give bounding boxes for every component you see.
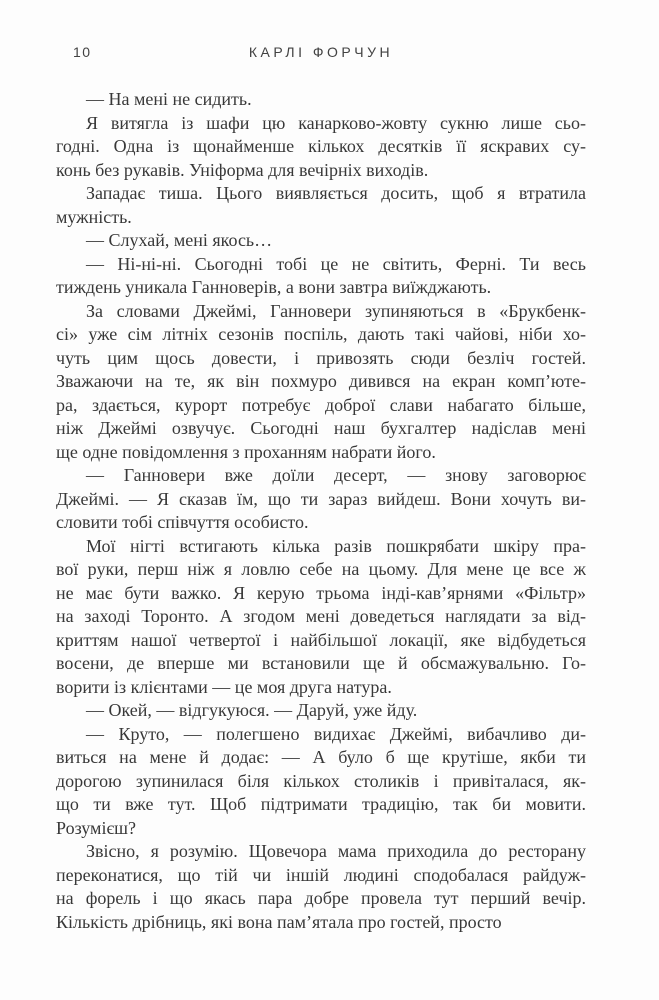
text-line: — Ганновери вже доїли десерт, — знову заговорює — [86, 465, 586, 485]
text-line: Розумієш? — [56, 817, 137, 838]
text-line: словити тобі співчуття особисто. — [56, 512, 309, 532]
text-line: — На мені не сидить. — [86, 89, 252, 109]
text-line: За словами Джеймі, Ганновери зупиняються в «Брукбенк- — [86, 300, 586, 321]
text-line: — Круто, — полегшено видихає Джеймі, вибачливо ди- — [86, 723, 586, 744]
text-line: — Слухай, мені якось… — [86, 230, 273, 250]
text-line: годні. Одна із щонайменше кількох десятків її яскравих су- — [56, 136, 586, 156]
running-head: КАРЛІ ФОРЧУН — [248, 44, 394, 60]
text-line: — Ні-ні-ні. Сьогодні тобі це не світить, Ферні. Ти весь — [86, 253, 586, 274]
page-header — [56, 44, 586, 62]
text-line: конь без рукавів. Уніформа для вечірніх виходів. — [56, 159, 429, 180]
text-line: вої руки, перш ніж я ловлю себе на цьому. Для мене це все ж — [56, 559, 586, 579]
text-line: ра, здається, курорт потребує доброї слави набагато більше, — [56, 394, 586, 415]
text-line: Кількість дрібниць, які вона пам’ятала про гостей, просто — [56, 911, 502, 932]
page-number: 10 — [73, 44, 92, 60]
text-line: восени, де вперше ми встановили ще й обсмажувальню. Го- — [56, 653, 586, 673]
text-line: мужність. — [56, 206, 132, 227]
text-line: Джеймі. — Я сказав їм, що ти зараз вийдеш. Вони хочуть ви- — [56, 488, 586, 509]
body-text — [56, 88, 586, 934]
text-line: ворити із клієнтами — це моя друга натура. — [56, 676, 392, 697]
text-line: Мої нігті встигають кілька разів пошкрябати шкіру пра- — [86, 535, 586, 556]
text-line: на заході Торонто. А згодом мені доведеться наглядати за від- — [56, 606, 586, 626]
text-line: криттям нашої четвертої і найбільшої локації, яке відбудеться — [56, 629, 586, 650]
text-line: сі» уже сім літніх сезонів поспіль, дають такі чайові, ніби хо- — [56, 324, 586, 344]
text-line: не має бути важко. Я керую трьома інді-кав’ярнями «Фільтр» — [56, 582, 586, 603]
text-line: тиждень уникала Ганноверів, а вони завтра виїжджають. — [56, 277, 492, 297]
text-line: виться на мене й додає: — А було б ще крутіше, якби ти — [56, 747, 586, 767]
text-line: Я витягла із шафи цю канарково-жовту сукню лише сьо- — [86, 112, 586, 133]
text-line: що ти вже тут. Щоб підтримати традицію, так би мовити. — [56, 794, 586, 814]
text-line: чуть цим щось довести, і привозять сюди безліч гостей. — [56, 347, 586, 368]
text-line: переконатися, що тій чи іншій людині сподобалася райдуж- — [56, 864, 586, 885]
text-line: ще одне повідомлення з проханням набрати його. — [56, 441, 436, 462]
text-line: — Окей, — відгукуюся. — Даруй, уже йду. — [86, 700, 418, 720]
text-line: дорогою зупинилася біля кількох столиків і привіталася, як- — [56, 770, 586, 791]
text-line: Зважаючи на те, як він похмуро дивився на екран комп’юте- — [56, 371, 586, 391]
text-line: на форель і що якась пара добре провела тут перший вечір. — [56, 888, 586, 908]
text-line: Звісно, я розумію. Щовечора мама приходила до ресторану — [86, 841, 586, 861]
text-line: Западає тиша. Цього виявляється досить, щоб я втратила — [86, 183, 586, 203]
text-line: ніж Джеймі озвучує. Сьогодні наш бухгалтер надіслав мені — [56, 418, 586, 438]
